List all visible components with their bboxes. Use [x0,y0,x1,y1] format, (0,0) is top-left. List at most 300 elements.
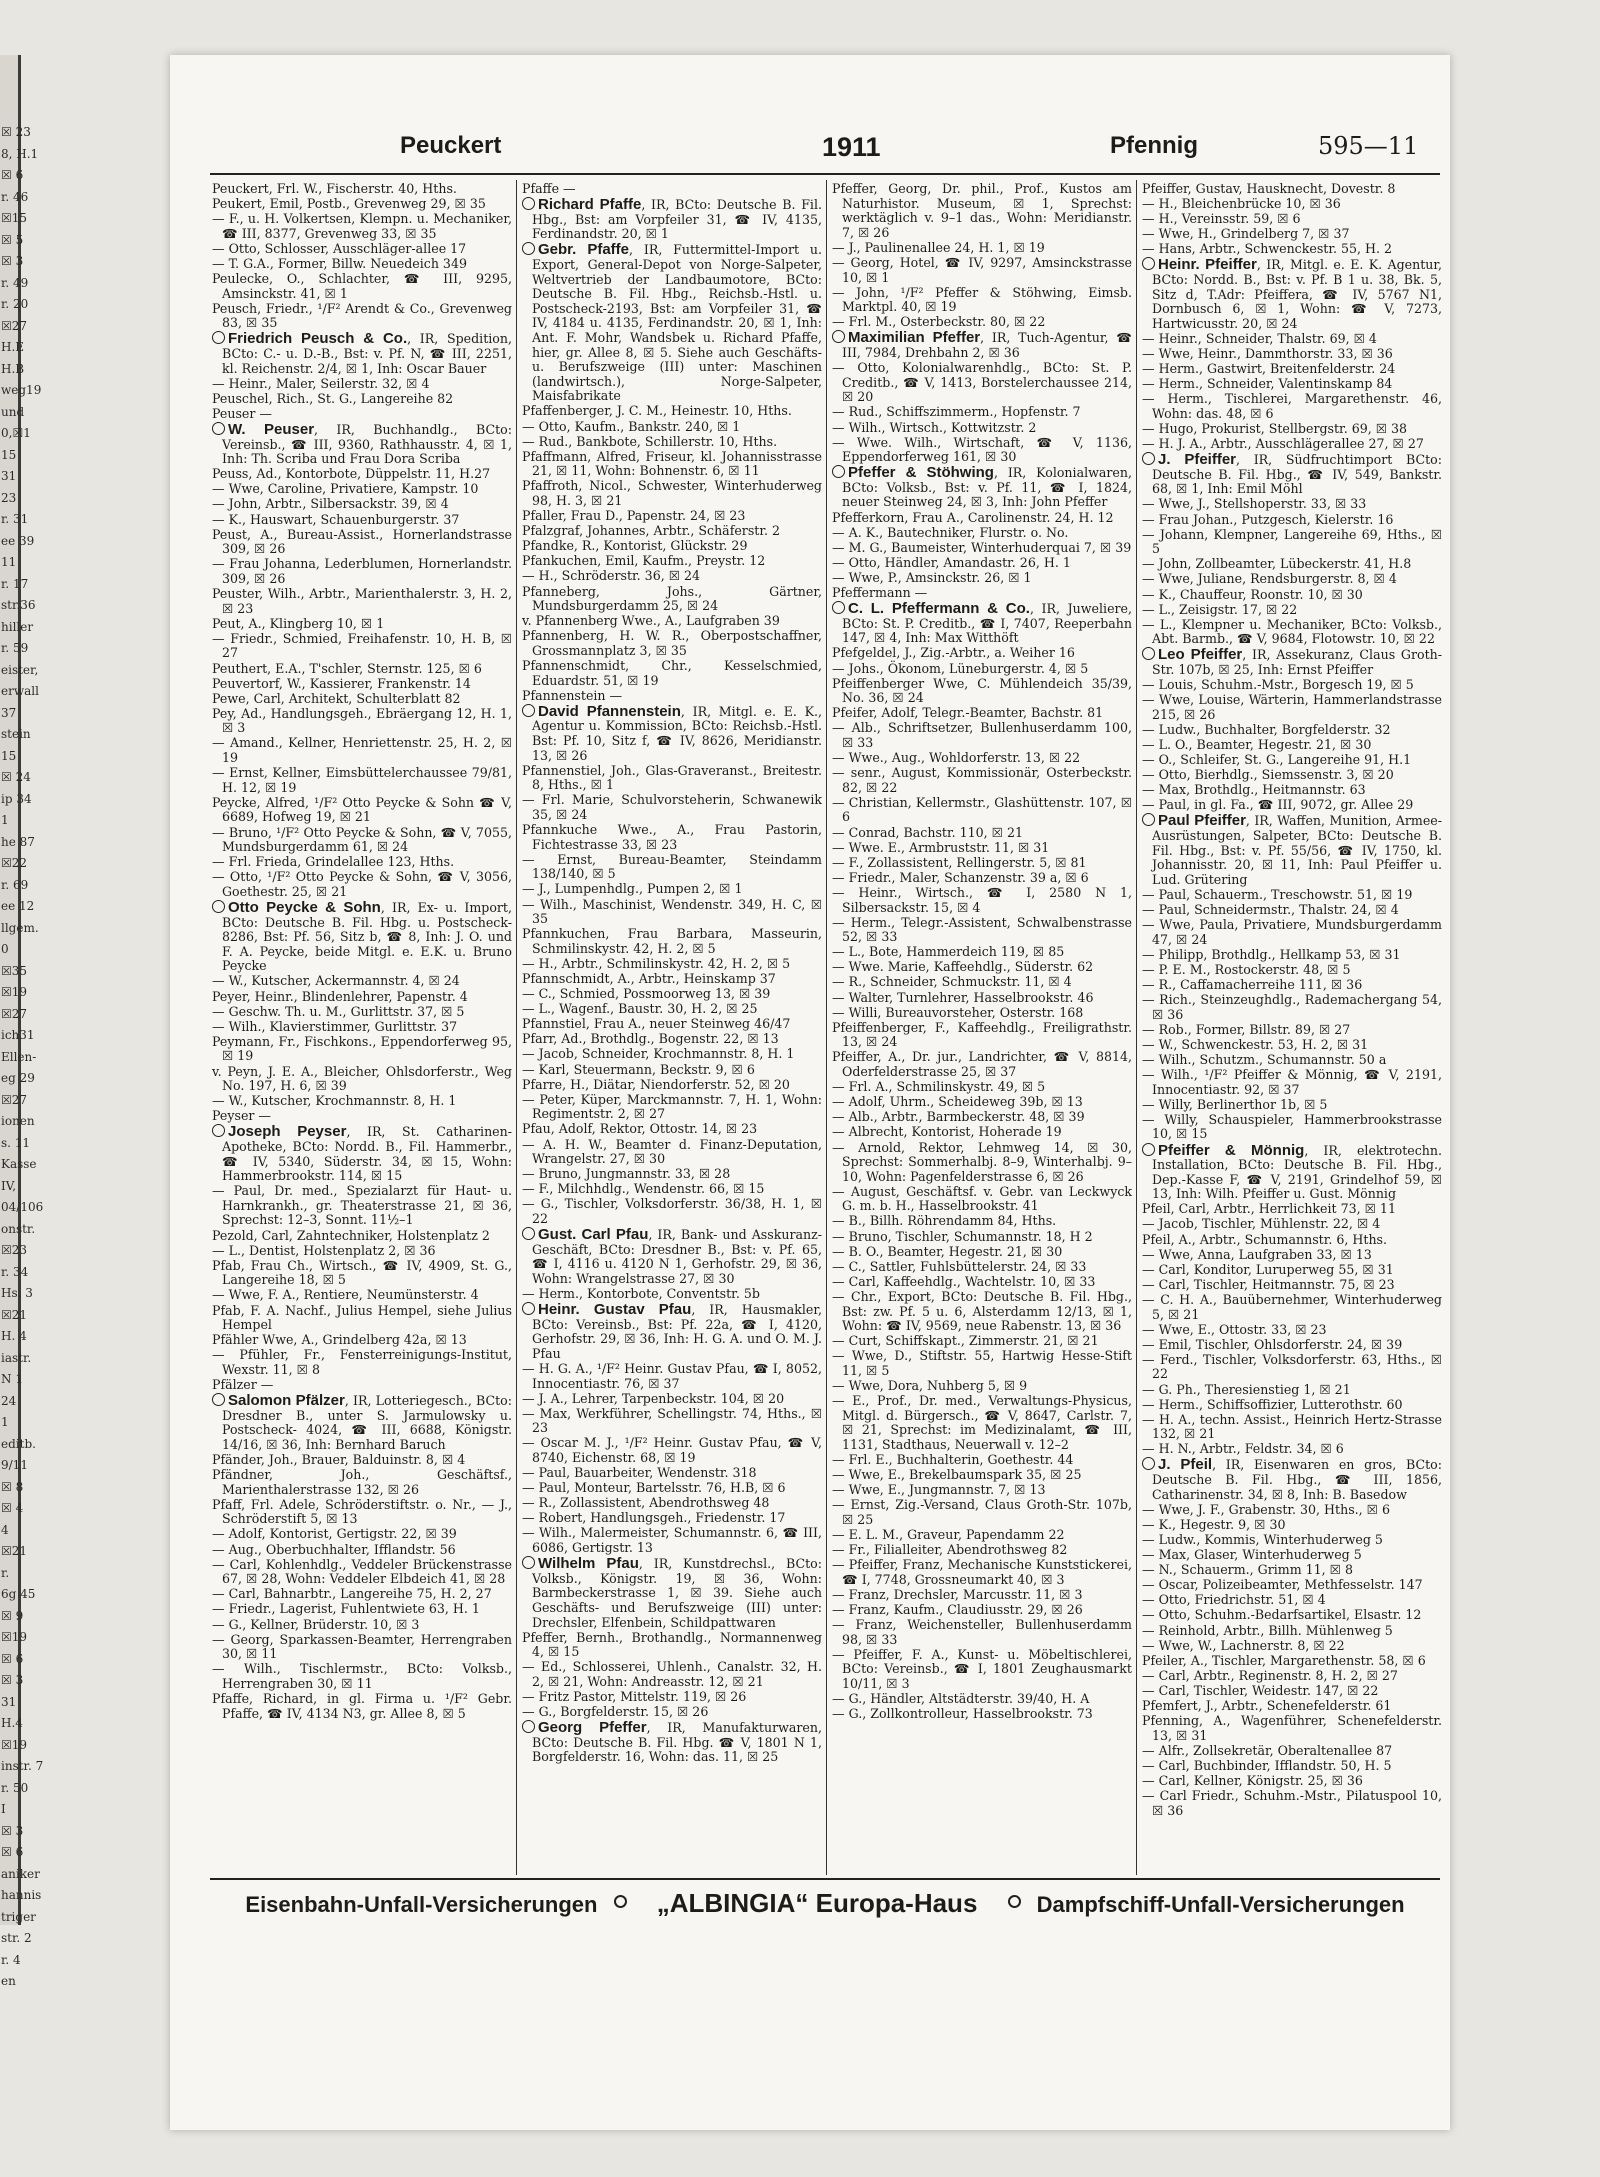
left-page-fragment: ☒ 6 [1,1845,24,1859]
directory-entry: — Heinr., Wirtsch., ☎ I, 2580 N 1, Silbersackstr. 15, ☒ 4 [832,884,1132,915]
directory-entry: — J., Lumpenhdlg., Pumpen 2, ☒ 1 [522,881,743,897]
directory-entry: Pfaffe — [522,181,576,196]
directory-entry: — Ferd., Tischler, Volksdorferstr. 63, Hths., ☒ 22 [1142,1351,1442,1382]
page-number: 595—11 [1318,132,1419,160]
directory-entry: — Paul, Monteur, Bartelsstr. 76, H.B, ☒ 6 [522,1480,786,1496]
directory-entry: — Wwe, E., Brekelbaumspark 35, ☒ 25 [832,1467,1082,1483]
directory-entry: Pfaffe, Richard, in gl. Firma u. ¹/F² Gebr. Pfaffe, ☎ IV, 4134 N3, gr. Allee 8, ☒ 5 [212,1690,512,1721]
firm-circle-icon [522,1227,535,1240]
directory-entry: — Otto, Kaufm., Bankstr. 240, ☒ 1 [522,418,741,434]
directory-entry: — Rud., Schiffszimmerm., Hopfenstr. 7 [832,404,1081,420]
directory-entry: — F., Milchhdlg., Wendenstr. 66, ☒ 15 [522,1181,765,1197]
left-page-fragment: H.E [1,340,25,354]
directory-entry: — G., Händler, Altstädterstr. 39/40, H. A [832,1690,1090,1706]
directory-column-2 [522,182,822,1872]
directory-entry: — Wwe, Heinr., Dammthorstr. 33, ☒ 36 [1142,346,1393,362]
directory-entry: — John, Arbtr., Silbersackstr. 39, ☒ 4 [212,496,449,512]
left-page-fragment: 31 [1,469,17,483]
directory-entry: Pfeiffenberger Wwe, C. Mühlendeich 35/39, No. 36, ☒ 24 [832,675,1132,706]
directory-entry: — L. O., Beamter, Hegestr. 21, ☒ 30 [1142,736,1372,752]
directory-entry: — G., Zollkontrolleur, Hasselbrookstr. 73 [832,1706,1093,1722]
circle-bullet-icon [1008,1895,1021,1908]
directory-entry: — Wwe, Anna, Laufgraben 33, ☒ 13 [1142,1246,1372,1262]
left-page-fragment: IV, [1,1178,17,1193]
directory-entry: — L., Zeisigstr. 17, ☒ 22 [1142,601,1298,617]
firm-circle-icon [522,1556,535,1569]
directory-entry: v. Pfannenberg Wwe., A., Laufgraben 39 [522,613,780,629]
directory-entry: — Wilh., Schutzm., Schumannstr. 50 a [1142,1051,1387,1067]
directory-entry: — Wwe., Aug., Wohldorferstr. 13, ☒ 22 [832,750,1081,766]
directory-entry: — Bruno, Jungmannstr. 33, ☒ 28 [522,1166,731,1182]
left-page-fragment: r. 59 [1,641,29,655]
left-page-fragment: ☒19 [1,985,28,999]
directory-entry: — Hans, Arbtr., Schwenckestr. 55, H. 2 [1142,241,1393,257]
firm-circle-icon [212,422,225,435]
left-page-fragment: H. 4 [1,1329,27,1343]
header-rule [210,173,1440,175]
directory-entry: — Wwe, J. F., Grabenstr. 30, Hths., ☒ 6 [1142,1501,1390,1517]
directory-entry: Salomon Pfälzer, IR, Lotteriegesch., BCto: Dresdner B., unter S. Jarmulowsky u. Postscheck- 4024, ☎ III, 6688, Königstr. 14/16, ☒ 36, Inh: Bernhard Baruch [212,1393,512,1452]
directory-entry: — Philipp, Brothdlg., Hellkamp 53, ☒ 31 [1142,946,1401,962]
directory-entry: — Otto, Schuhm.-Bedarfsartikel, Elsastr. 12 [1142,1607,1422,1623]
directory-entry: Pfeiffenberger, F., Kaffeehdlg., Freiligrathstr. 13, ☒ 24 [832,1019,1132,1050]
left-page-fragment: hannis [1,1888,42,1902]
directory-entry: — Albrecht, Kontorist, Hoherade 19 [832,1124,1062,1140]
directory-entry: — Herm., Telegr.-Assistent, Schwalbenstrasse 52, ☒ 33 [832,914,1132,945]
directory-entry: Maximilian Pfeffer, IR, Tuch-Agentur, ☎ III, 7984, Drehbahn 2, ☒ 36 [832,330,1132,360]
header-left-word: Peuckert [400,132,502,159]
directory-entry: — N., Schauerm., Grimm 11, ☒ 8 [1142,1562,1353,1578]
left-page-fragment: r. 50 [1,1780,29,1795]
directory-entry: Pfab, F. A. Nachf., Julius Hempel, siehe Julius Hempel [212,1302,512,1333]
directory-entry: Peuthert, E.A., T'schler, Sternstr. 125, ☒ 6 [212,660,482,676]
column-divider [516,180,517,1875]
directory-entry: Georg Pfeffer, IR, Manufakturwaren, BCto: Deutsche B. Fil. Hbg. ☎ V, 1801 N 1, Borgfelderstr. 16, Wohn: das. 11, ☒ 25 [522,1720,822,1765]
directory-entry: Peuvertorf, W., Kassierer, Frankenstr. 14 [212,675,471,691]
directory-entry: — Wilh., Klavierstimmer, Gurlittstr. 37 [212,1018,458,1034]
directory-entry: Pfaffmann, Alfred, Friseur, kl. Johannisstrasse 21, ☒ 11, Wohn: Bohnenstr. 6, ☒ 11 [522,448,822,479]
directory-entry: — H. J. A., Arbtr., Ausschlägerallee 27, ☒ 27 [1142,436,1424,452]
directory-entry: — Aug., Oberbuchhalter, Ifflandstr. 56 [212,1541,456,1557]
left-page-fragment: 15 [1,748,17,763]
directory-entry: — Carl, Arbtr., Reginenstr. 8, H. 2, ☒ 27 [1142,1667,1398,1683]
left-page-fragment: ☒ 24 [1,770,31,784]
directory-entry: Peusch, Friedr., ¹/F² Arendt & Co., Grevenweg 83, ☒ 35 [212,300,512,331]
directory-entry: Pfannenstiel, Joh., Glas-Graveranst., Breitestr. 8, Hths., ☒ 1 [522,762,822,793]
directory-entry: — Adolf, Kontorist, Gertigstr. 22, ☒ 39 [212,1526,457,1542]
firm-circle-icon [1142,1143,1155,1156]
left-page-fragment: ☒22 [1,856,28,870]
firm-circle-icon [522,1720,535,1733]
directory-entry: — Otto, ¹/F² Otto Peycke & Sohn, ☎ V, 3056, Goethestr. 25, ☒ 21 [212,869,512,899]
directory-entry: Pfähler Wwe, A., Grindelberg 42a, ☒ 13 [212,1332,467,1348]
directory-entry: — Chr., Export, BCto: Deutsche B. Fil. Hbg., Bst: zw. Pf. 5 u. 6, Alsterdamm 12/13, ☒ 1, Wohn: ☎ IV, 9569, neue Rabenstr. 13, ☒ 36 [832,1288,1132,1334]
directory-entry: — Willy, Schauspieler, Hammerbrookstrasse 10, ☒ 15 [1142,1111,1442,1142]
directory-entry: Peymann, Fr., Fischkons., Eppendorferweg 95, ☒ 19 [212,1033,512,1064]
directory-entry: — Ernst, Kellner, Eimsbüttelerchaussee 79/81, H. 12, ☒ 19 [212,765,512,795]
directory-entry: — Wwe, E., Ottostr. 33, ☒ 23 [1142,1321,1327,1337]
left-page-fragment: r. 31 [1,512,29,526]
directory-entry: — Herm., Gastwirt, Breitenfelderstr. 24 [1142,361,1396,377]
left-page-fragment: ionen [1,1114,35,1128]
left-page-fragment: I [1,1802,6,1816]
directory-entry: — Frau Johan., Putzgesch, Kielerstr. 16 [1142,511,1394,527]
directory-entry: Peukert, Emil, Postb., Grevenweg 29, ☒ 35 [212,196,486,212]
left-page-fragment: ☒ 3 [1,1673,24,1687]
directory-entry: — Friedr., Lagerist, Fuhlentwiete 63, H. 1 [212,1601,480,1617]
directory-entry: — Friedr., Schmied, Freihafenstr. 10, H. B, ☒ 27 [212,630,512,661]
left-page-fragment: H.4 [1,1716,23,1730]
left-page-fragment: 4 [1,1522,9,1537]
directory-entry: — Wwe, E., Jungmannstr. 7, ☒ 13 [832,1482,1046,1498]
left-page-fragment: 24 [1,1393,17,1408]
left-page-fragment: str.36 [1,598,36,612]
directory-entry: — L., Dentist, Holstenplatz 2, ☒ 36 [212,1242,436,1258]
directory-entry: — E., Prof., Dr. med., Verwaltungs-Physicus, Mitgl. d. Bürgersch., ☎ V, 8647, Carlstr. 7, ☒ 21, Sprechst: im Medizinalamt, ☎ III, 1131, Stadthaus, Neuerwall v. 12–2 [832,1393,1132,1452]
directory-entry: — G., Tischler, Volksdorferstr. 36/38, H. 1, ☒ 22 [522,1196,822,1226]
directory-entry: — Rich., Steinzeughdlg., Rademachergang 54, ☒ 36 [1142,992,1442,1022]
directory-entry: Peulecke, O., Schlachter, ☎ III, 9295, Amsinckstr. 41, ☒ 1 [212,271,512,301]
directory-entry: Friedrich Peusch & Co., IR, Spedition, BCto: C.- u. D.-B., Bst: v. Pf. N, ☎ III, 2251, kl. Reichenstr. 2/4, ☒ 1, Inh: Oscar Bauer [212,331,512,376]
directory-entry: — Otto, Händler, Amandastr. 26, H. 1 [832,554,1071,570]
directory-entry: Pfeffer, Georg, Dr. phil., Prof., Kustos am Naturhistor. Museum, ☒ 1, Sprechst: werktäglich v. 9–1 das., Wohn: Meridianstr. 7, ☒ 26 [832,181,1132,240]
directory-entry: Pfab, Frau Ch., Wirtsch., ☎ IV, 4909, St. G., Langereihe 18, ☒ 5 [212,1257,512,1288]
directory-entry: Pey, Ad., Handlungsgeh., Ebräergang 12, H. 1, ☒ 3 [212,705,512,736]
directory-entry: — Louis, Schuhm.-Mstr., Borgesch 19, ☒ 5 [1142,677,1414,693]
left-page-fragment: ☒15 [1,211,28,225]
directory-entry: — Wwe, F. A., Rentiere, Neumünsterstr. 4 [212,1287,479,1303]
directory-entry: — H. A., techn. Assist., Heinrich Hertz-Strasse 132, ☒ 21 [1142,1411,1442,1442]
left-page-fragment: en [1,1974,16,1988]
directory-entry: — Pfeiffer, F. A., Kunst- u. Möbeltischlerei, BCto: Vereinsb., ☎ I, 1801 Zeughausmarkt 10/11, ☒ 3 [832,1646,1132,1691]
left-page-fragment: ☒ 6 [1,168,24,182]
directory-entry: — Wwe, Caroline, Privatiere, Kampstr. 10 [212,481,479,497]
directory-entry: — Georg, Hotel, ☎ IV, 9297, Amsinckstrasse 10, ☒ 1 [832,254,1132,285]
header-right-word: Pfennig [1110,132,1198,159]
directory-entry: — Heinr., Maler, Seilerstr. 32, ☒ 4 [212,375,430,391]
left-page-fragment: r. 49 [1,275,29,290]
directory-entry: — Rud., Bankbote, Schillerstr. 10, Hths. [522,433,778,449]
left-page-fragment: ☒27 [1,1006,28,1021]
left-page-fragment: 6g 45 [1,1587,36,1601]
directory-entry: — Herm., Kontorbote, Conventstr. 5b [522,1285,760,1301]
directory-entry: Pfefferkorn, Frau A., Carolinenstr. 24, H. 12 [832,509,1114,525]
directory-entry: — Johs., Ökonom, Lüneburgerstr. 4, ☒ 5 [832,660,1089,676]
directory-entry: — Arnold, Rektor, Lehmweg 14, ☒ 30, Sprechst: Sommerhalbj. 8–9, Winterhalbj. 9–10, Wohn: Pagenfelderstrasse 6, ☒ 26 [832,1139,1132,1184]
directory-entry: Pfeiffer, A., Dr. jur., Landrichter, ☎ V, 8814, Oderfelderstrasse 25, ☒ 37 [832,1049,1132,1080]
left-page-fragment: ☒19 [1,1737,28,1752]
page-header [210,132,1440,170]
directory-entry: — Wwe, Dora, Nuhberg 5, ☒ 9 [832,1378,1028,1393]
directory-entry: — Bruno, Tischler, Schumannstr. 18, H 2 [832,1228,1093,1244]
left-page-fragment: ich31 [1,1028,35,1042]
column-divider [1136,180,1137,1875]
directory-entry: J. Pfeil, IR, Eisenwaren en gros, BCto: Deutsche B. Fil. Hbg., ☎ III, 1856, Catharinenstr. 34, ☒ 8, Inh: B. Basedow [1142,1457,1442,1502]
directory-entry: Peuster, Wilh., Arbtr., Marienthalerstr. 3, H. 2, ☒ 23 [212,586,512,616]
directory-entry: — Reinhold, Arbtr., Billh. Mühlenweg 5 [1142,1622,1393,1638]
directory-entry: — Max, Werkführer, Schellingstr. 74, Hths., ☒ 23 [522,1405,822,1436]
directory-entry: Pfannstiel, Frau A., neuer Steinweg 46/47 [522,1016,791,1032]
left-page-fragment: 0 [1,942,9,956]
left-page-fragment: 31 [1,1694,17,1709]
directory-entry: — Wwe. E., Armbruststr. 11, ☒ 31 [832,839,1050,855]
directory-entry: Pfanneberg, Johs., Gärtner, Mundsburgerdamm 25, ☒ 24 [522,583,822,614]
firm-circle-icon [212,1124,225,1137]
firm-circle-icon [522,1302,535,1315]
directory-entry: — Otto, Schlosser, Ausschläger-allee 17 [212,240,467,256]
left-page-fragment: 15 [1,447,17,462]
directory-entry: — Fr., Filialleiter, Abendrothsweg 82 [832,1542,1068,1558]
directory-entry: — Jacob, Schneider, Krochmannstr. 8, H. 1 [522,1046,795,1062]
left-page-fragment: ☒ 3 [1,1823,24,1838]
directory-entry: Peut, A., Klingberg 10, ☒ 1 [212,615,385,631]
directory-entry: Pfaff, Frl. Adele, Schröderstiftstr. o. Nr., — J., Schröderstift 5, ☒ 13 [212,1496,512,1527]
directory-entry: — Curt, Schiffskapt., Zimmerstr. 21, ☒ 21 [832,1333,1099,1349]
directory-entry: Pfeffer & Stöhwing, IR, Kolonialwaren, BCto: Volksb., Bst: v. Pf. 11, ☎ I, 1824, neuer Steinweg 24, ☒ 3, Inh: John Pfeffer [832,465,1132,510]
left-page-fragment: aniker [1,1866,40,1881]
directory-entry: — Ludw., Kommis, Winterhuderweg 5 [1142,1531,1383,1547]
directory-entry: Pfannenberg, H. W. R., Oberpostschaffner, Grossmannplatz 3, ☒ 35 [522,628,822,658]
directory-entry: Pfemfert, J., Arbtr., Schenefelderstr. 61 [1142,1697,1392,1713]
left-page-fragment: s. 11 [1,1135,31,1150]
directory-entry: — Peter, Küper, Marckmannstr. 7, H. 1, Wohn: Regimentstr. 2, ☒ 27 [522,1091,822,1122]
directory-entry: — F., Zollassistent, Rellingerstr. 5, ☒ 81 [832,854,1087,870]
directory-entry: — Pfühler, Fr., Fensterreinigungs-Institut, Wexstr. 11, ☒ 8 [212,1347,512,1377]
directory-entry: — Paul, Schneidermstr., Thalstr. 24, ☒ 4 [1142,902,1399,917]
directory-entry: Pfaller, Frau D., Papenstr. 24, ☒ 23 [522,508,746,524]
directory-entry: — Franz, Drechsler, Marcusstr. 11, ☒ 3 [832,1586,1083,1602]
left-page-fragment: r. [1,1565,10,1580]
directory-entry: — R., Caffamacherreihe 111, ☒ 36 [1142,976,1363,992]
directory-entry: Gust. Carl Pfau, IR, Bank- und Asskuranz-Geschäft, BCto: Dresdner B., Bst: v. Pf. 65, ☎ I, 4116 u. 4120 N 1, Gerhofstr. 29, ☒ 36, Wohn: Wrangelstrasse 27, ☒ 30 [522,1227,822,1286]
left-page-fragment: ☒35 [1,963,28,978]
directory-entry: — Wwe, J., Stellshoperstr. 33, ☒ 33 [1142,496,1367,512]
left-page-fragment: ☒ 4 [1,1501,24,1515]
directory-entry: Wilhelm Pfau, IR, Kunstdrechsl., BCto: Volksb., Königstr. 19, ☒ 36, Wohn: Barmbeckerstrasse 1, ☒ 39. Siehe auch Geschäfts- und Berufszweige (III) unter: Drechsler, Elfenbein, Schildpattwaren [522,1556,822,1630]
directory-entry: — H., Bleichenbrücke 10, ☒ 36 [1142,196,1341,212]
directory-entry: Richard Pfaffe, IR, BCto: Deutsche B. Fil. Hbg., Bst: am Vorpfeiler 31, ☎ IV, 4135, Ferdinandstr. 20, ☒ 1 [522,197,822,242]
directory-entry: — L., Klempner u. Mechaniker, BCto: Volksb., Abt. Barmb., ☎ V, 9684, Flotowstr. 10, ☒ 22 [1142,616,1442,647]
directory-entry: Peust, A., Bureau-Assist., Hornerlandstrasse 309, ☒ 26 [212,526,512,557]
directory-entry: — Ed., Schlosserei, Uhlenh., Canalstr. 32, H. 2, ☒ 21, Wohn: Andreasstr. 12, ☒ 21 [522,1659,822,1689]
directory-entry: — Carl, Tischler, Weidestr. 147, ☒ 22 [1142,1682,1379,1698]
directory-entry: — Wwe. Marie, Kaffeehdlg., Süderstr. 62 [832,959,1094,975]
left-page-fragment: triger [1,1909,36,1924]
directory-entry: Pezold, Carl, Zahntechniker, Holstenplatz 2 [212,1227,490,1243]
directory-entry: Pfankuchen, Emil, Kaufm., Preystr. 12 [522,553,766,569]
left-page-fragment: r. 20 [1,297,29,311]
directory-entry: — T. G.A., Former, Billw. Neuedeich 349 [212,255,467,271]
directory-entry: — H., Schröderstr. 36, ☒ 24 [522,568,701,584]
firm-circle-icon [1142,813,1155,826]
left-page-fragment: r. 17 [1,576,29,591]
left-page-fragment: und [1,404,25,419]
directory-entry: — Carl Friedr., Schuhm.-Mstr., Pilatuspool 10, ☒ 36 [1142,1788,1442,1818]
directory-entry: — Herm., Schiffsoffizier, Lutterothstr. 60 [1142,1396,1403,1412]
directory-entry: — Wwe. Wilh., Wirtschaft, ☎ V, 1136, Eppendorferweg 161, ☒ 30 [832,434,1132,465]
header-year: 1911 [822,132,881,162]
directory-entry: — Georg, Sparkassen-Beamter, Herrengraben 30, ☒ 11 [212,1631,512,1662]
directory-entry: — Herm., Schneider, Valentinskamp 84 [1142,376,1393,392]
left-page-fragment: Ellen- [1,1049,37,1064]
firm-circle-icon [212,331,225,344]
left-page-fragment: 1 [1,1415,9,1429]
directory-entry: — Jacob, Tischler, Mühlenstr. 22, ☒ 4 [1142,1216,1381,1232]
directory-entry: — Otto, Bierhdlg., Siemssenstr. 3, ☒ 20 [1142,767,1394,783]
firm-circle-icon [1142,257,1155,270]
directory-entry: — C., Schmied, Possmoorweg 13, ☒ 39 [522,986,771,1002]
directory-entry: J. Pfeiffer, IR, Südfruchtimport BCto: Deutsche B. Fil. Hbg., ☎ IV, 549, Bankstr. 68, ☒ 1, Inh: Emil Möhl [1142,452,1442,497]
directory-entry: — A. K., Bautechniker, Flurstr. o. No. [832,524,1069,540]
firm-circle-icon [522,704,535,717]
directory-entry: — Alb., Arbtr., Barmbeckerstr. 48, ☒ 39 [832,1109,1085,1125]
left-page-fragment: ☒27 [1,318,28,333]
directory-entry: — John, ¹/F² Pfeffer & Stöhwing, Eimsb. Marktpl. 40, ☒ 19 [832,284,1132,315]
directory-entry: Pfälzer — [212,1377,274,1392]
firm-circle-icon [522,197,535,210]
directory-entry: — P. E. M., Rostockerstr. 48, ☒ 5 [1142,961,1351,977]
directory-entry: — Willy, Berlinerthor 1b, ☒ 5 [1142,1096,1328,1112]
firm-circle-icon [522,242,535,255]
directory-entry: — John, Zollbeamter, Lübeckerstr. 41, H.8 [1142,556,1412,572]
directory-entry: — H., Arbtr., Schmilinskystr. 42, H. 2, ☒ 5 [522,955,791,971]
firm-circle-icon [1142,647,1155,660]
directory-entry: — Frl. M., Osterbeckstr. 80, ☒ 22 [832,314,1046,330]
directory-entry: — Pfeiffer, Franz, Mechanische Kunststickerei, ☎ I, 7748, Grossneumarkt 40, ☒ 3 [832,1557,1132,1587]
left-page-fragment: llgem. [1,920,39,935]
directory-entry: — Adolf, Uhrm., Scheideweg 39b, ☒ 13 [832,1094,1083,1110]
directory-entry: — Carl, Tischler, Heitmannstr. 75, ☒ 23 [1142,1276,1395,1292]
directory-entry: Pfeil, Carl, Arbtr., Herrlichkeit 73, ☒ 11 [1142,1201,1396,1217]
directory-entry: — W., Kutscher, Krochmannstr. 8, H. 1 [212,1093,457,1109]
directory-entry: — O., Schleifer, St. G., Langereihe 91, H.1 [1142,752,1412,768]
directory-entry: — R., Schneider, Schmuckstr. 11, ☒ 4 [832,974,1072,990]
directory-entry: — Wilh., Wirtsch., Kottwitzstr. 2 [832,419,1037,435]
directory-entry: Pfeiler, A., Tischler, Margarethenstr. 58, ☒ 6 [1142,1652,1426,1668]
directory-entry: — H. G. A., ¹/F² Heinr. Gustav Pfau, ☎ I, 8052, Innocentiastr. 76, ☒ 37 [522,1360,822,1391]
directory-entry: — K., Chauffeur, Roonstr. 10, ☒ 30 [1142,586,1363,602]
left-page-fragment: 37 [1,705,17,720]
directory-entry: Joseph Peyser, IR, St. Catharinen-Apotheke, BCto: Nordd. B., Fil. Hammerbr., ☎ IV, 5340, Süderstr. 34, ☒ 15, Wohn: Hammerbrookstr. 114, ☒ 15 [212,1124,512,1183]
directory-entry: — W., Kutscher, Ackermannstr. 4, ☒ 24 [212,973,460,989]
directory-entry: Peyser — [212,1108,272,1124]
left-page-fragment: he 87 [1,834,35,849]
directory-entry: — Wilh., ¹/F² Pfeiffer & Mönnig, ☎ V, 2191, Innocentiastr. 92, ☒ 37 [1142,1067,1442,1097]
directory-entry: — Wwe, P., Amsinckstr. 26, ☒ 1 [832,569,1032,585]
directory-entry: — G., Borgfelderstr. 15, ☒ 26 [522,1704,709,1720]
left-page-fragment: ee 39 [1,533,35,548]
directory-entry: — Wilh., Tischlermstr., BCto: Volksb., Herrengraben 30, ☒ 11 [212,1661,512,1691]
directory-entry: — Bruno, ¹/F² Otto Peycke & Sohn, ☎ V, 7055, Mundsburgerdamm 61, ☒ 24 [212,824,512,855]
directory-entry: — Robert, Handlungsgeh., Friedenstr. 17 [522,1510,786,1526]
directory-entry: — J. A., Lehrer, Tarpenbeckstr. 104, ☒ 20 [522,1390,785,1406]
directory-entry: v. Peyn, J. E. A., Bleicher, Ohlsdorferstr., Weg No. 197, H. 6, ☒ 39 [212,1063,512,1094]
directory-entry: — Willi, Bureauvorsteher, Osterstr. 168 [832,1004,1084,1020]
left-page-fragment: Hs. 3 [1,1286,33,1300]
directory-entry: — E. L. M., Graveur, Papendamm 22 [832,1526,1065,1542]
directory-entry: Pfalzgraf, Johannes, Arbtr., Schäferstr. 2 [522,523,781,539]
directory-entry: Peuckert, Frl. W., Fischerstr. 40, Hths. [212,181,457,196]
directory-entry: — Paul, in gl. Fa., ☎ III, 9072, gr. Allee 29 [1142,797,1414,813]
directory-entry: — Rob., Former, Billstr. 89, ☒ 27 [1142,1021,1351,1037]
directory-entry: Peuser — [212,405,273,421]
directory-entry: Pfänder, Joh., Brauer, Balduinstr. 8, ☒ 4 [212,1451,466,1467]
directory-entry: — B. O., Beamter, Hegestr. 21, ☒ 30 [832,1243,1063,1259]
footer-rule [210,1878,1440,1880]
directory-entry: — Emil, Tischler, Ohlsdorferstr. 24, ☒ 39 [1142,1336,1403,1352]
directory-entry: — Ernst, Bureau-Beamter, Steindamm 138/140, ☒ 5 [522,851,822,882]
directory-entry: — Wwe, Juliane, Rendsburgerstr. 8, ☒ 4 [1142,571,1397,587]
left-page-fragment: 8, H.1 [1,146,39,161]
directory-entry: — R., Zollassistent, Abendrothsweg 48 [522,1495,770,1511]
directory-entry: Pfeifer, Adolf, Telegr.-Beamter, Bachstr. 81 [832,705,1104,721]
directory-entry: — H., Vereinsstr. 59, ☒ 6 [1142,211,1301,227]
directory-entry: Pfaffroth, Nicol., Schwester, Winterhuderweg 98, H. 3, ☒ 21 [522,478,822,508]
directory-entry: — Wwe, Louise, Wärterin, Hammerlandstrasse 215, ☒ 26 [1142,692,1442,722]
directory-entry: Peuss, Ad., Kontorbote, Düppelstr. 11, H.27 [212,466,491,482]
left-page-fragment: 1 [1,813,9,827]
directory-entry: — Paul, Bauarbeiter, Wendenstr. 318 [522,1465,757,1481]
left-page-fragment: H.B [1,361,25,376]
directory-entry: Pfefgeldel, J., Zig.-Arbtr., a. Weiher 16 [832,645,1075,661]
directory-entry: — J., Paulinenallee 24, H. 1, ☒ 19 [832,239,1045,255]
directory-entry: — Ernst, Zig.-Versand, Claus Groth-Str. 107b, ☒ 25 [832,1497,1132,1527]
directory-entry: Heinr. Gustav Pfau, IR, Hausmakler, BCto: Vereinsb., Bst: Pf. 22a, ☎ I, 4120, Gerhofstr. 29, ☒ 36, Inh: H. G. A. und O. M. J. Pfau [522,1302,822,1361]
directory-entry: — G., Kellner, Brüderstr. 10, ☒ 3 [212,1616,420,1632]
directory-entry: — G. Ph., Theresienstieg 1, ☒ 21 [1142,1381,1351,1397]
left-page-fragment: editb. [1,1436,36,1451]
firm-circle-icon [832,465,845,478]
directory-entry: — Hugo, Prokurist, Stellbergstr. 69, ☒ 38 [1142,421,1408,436]
directory-entry: Pfarr, Ad., Brothdlg., Bogenstr. 22, ☒ 13 [522,1031,779,1047]
directory-entry: — Karl, Steuermann, Beckstr. 9, ☒ 6 [522,1061,755,1077]
directory-entry: — Carl, Kohlenhdlg., Veddeler Brückenstrasse 67, ☒ 28, Wohn: Veddeler Elbdeich 41, ☒ 28 [212,1556,512,1587]
directory-entry: — Herm., Tischlerei, Margarethenstr. 46, Wohn: das. 48, ☒ 6 [1142,391,1442,421]
directory-entry: — Walter, Turnlehrer, Hasselbrookstr. 46 [832,989,1094,1005]
directory-entry: Peuschel, Rich., St. G., Langereihe 82 [212,390,454,406]
left-page-fragment: ☒ 23 [1,125,31,139]
left-page-fragment: ☒ 6 [1,1651,24,1666]
left-page-fragment: instr. 7 [1,1759,44,1773]
left-page-fragment: ☒ 5 [1,232,24,247]
directory-entry: — Carl, Bahnarbtr., Langereihe 75, H. 2, 27 [212,1586,492,1602]
directory-entry: — Max, Glaser, Winterhuderweg 5 [1142,1547,1362,1563]
directory-entry: Pfändner, Joh., Geschäftsf., Marienthalerstrasse 132, ☒ 26 [212,1467,512,1497]
directory-entry: Pfaffenberger, J. C. M., Heinestr. 10, Hths. [522,403,792,419]
left-page-fragment: r. 69 [1,877,29,892]
left-page-fragment: 0,☒1 [1,426,31,440]
directory-column-3 [832,182,1132,1872]
directory-entry: — Max, Brothdlg., Heitmannstr. 63 [1142,782,1366,798]
directory-entry: — K., Hauswart, Schauenburgerstr. 37 [212,511,460,527]
left-page-fragment: 9/11 [1,1458,28,1472]
directory-entry: Pfau, Adolf, Rektor, Ottostr. 14, ☒ 23 [522,1121,758,1137]
directory-entry: — Carl, Konditor, Luruperweg 55, ☒ 31 [1142,1261,1394,1277]
directory-entry: Pewe, Carl, Architekt, Schulterblatt 82 [212,690,461,706]
directory-entry: — Carl, Kellner, Königstr. 25, ☒ 36 [1142,1772,1363,1788]
directory-entry: — Friedr., Maler, Schanzenstr. 39 a, ☒ 6 [832,869,1089,885]
left-page-fragment: str. 2 [1,1931,32,1945]
directory-entry: — F., u. H. Volkertsen, Klempn. u. Mechaniker, ☎ III, 8377, Grevenweg 33, ☒ 35 [212,211,512,241]
directory-entry: — Wilh., Malermeister, Schumannstr. 6, ☎ III, 6086, Gertigstr. 13 [522,1525,822,1556]
directory-entry: — K., Hegestr. 9, ☒ 30 [1142,1516,1286,1532]
directory-entry: — L., Bote, Hammerdeich 119, ☒ 85 [832,944,1065,960]
left-page-fragment: r. 46 [1,189,29,204]
firm-circle-icon [212,900,225,913]
directory-entry: Pfarre, H., Diätar, Niendorferstr. 52, ☒ 20 [522,1076,790,1092]
left-page-fragment: 23 [1,490,17,505]
directory-entry: — L., Wagenf., Baustr. 30, H. 2, ☒ 25 [522,1001,758,1017]
